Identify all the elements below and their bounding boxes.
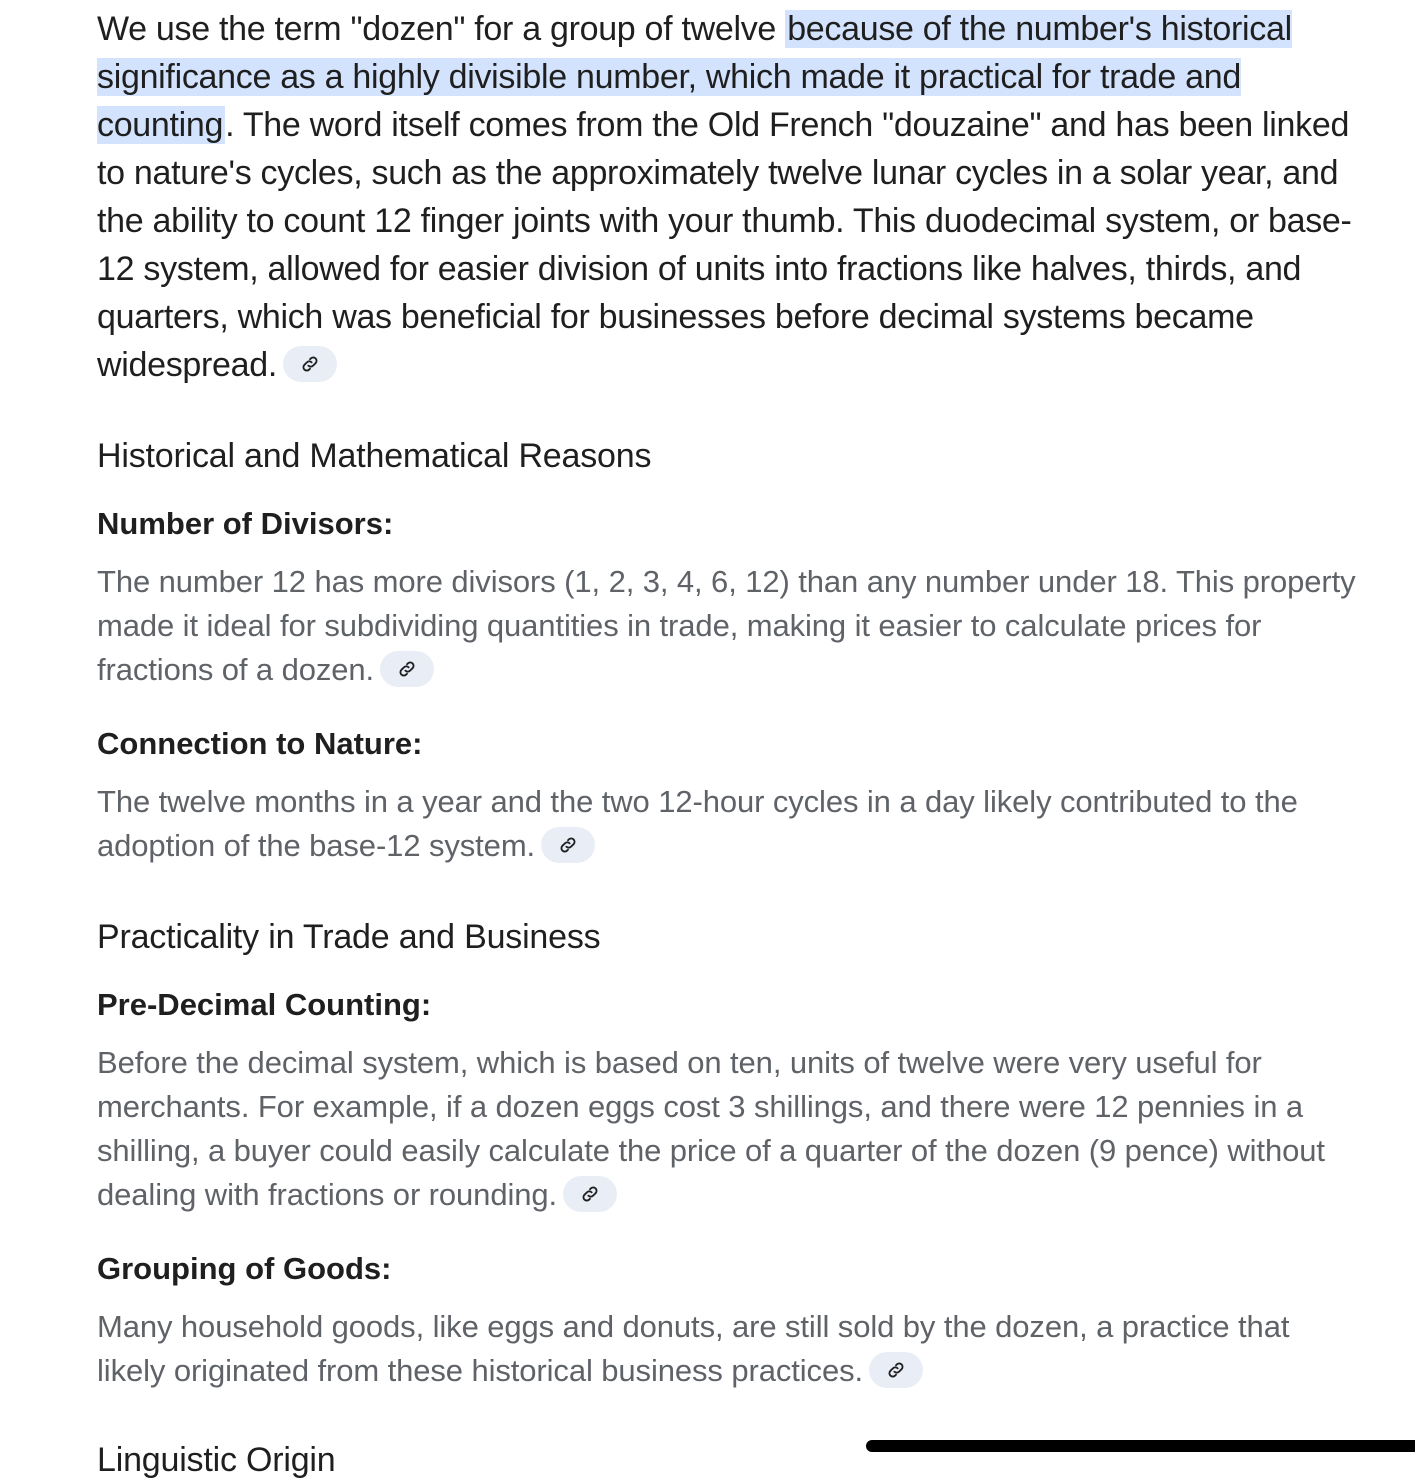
source-link-button[interactable] [869,1352,923,1388]
paragraph-grouping [97,1305,1357,1393]
source-link-button[interactable] [541,827,595,863]
source-link-button[interactable] [563,1176,617,1212]
divisors-text: The number 12 has more divisors (1, 2, 3, 4, 6, 12) than any number under 18. This property made it ideal for subdividing quantities in trade, making it easier to calculate prices for fractions of a dozen. [97,564,1356,687]
paragraph-divisors [97,560,1357,692]
intro-highlight[interactable]: because of the number's historical significance as a highly divisible number, which made it practical for trade and counting [97,10,1292,144]
intro-paragraph [97,5,1357,389]
home-indicator[interactable] [866,1440,1415,1452]
response-content [97,5,1357,1480]
section-heading-linguistic: Linguistic Origin [97,1441,336,1479]
subheading-divisors: Number of Divisors: [97,506,394,541]
paragraph-nature [97,780,1357,868]
link-icon [580,1184,600,1204]
source-link-button[interactable] [283,346,337,382]
nature-text: The twelve months in a year and the two 12-hour cycles in a day likely contributed to the adoption of the base-12 system. [97,784,1298,863]
subheading-nature: Connection to Nature: [97,726,423,761]
paragraph-predecimal [97,1041,1357,1217]
link-icon [558,835,578,855]
section-heading-practicality: Practicality in Trade and Business [97,918,601,956]
predecimal-text: Before the decimal system, which is based on ten, units of twelve were very useful for merchants. For example, if a dozen eggs cost 3 shillings, and there were 12 pennies in a shilling, a buyer could easily calculate the price of a quarter of the dozen (9 pence) without dealing with fractions or rounding. [97,1045,1325,1212]
section-heading-historical: Historical and Mathematical Reasons [97,437,652,475]
link-icon [300,354,320,374]
subheading-grouping: Grouping of Goods: [97,1251,392,1286]
intro-lead: We use the term "dozen" for a group of twelve [97,10,786,48]
intro-rest: . The word itself comes from the Old French "douzaine" and has been linked to nature's cycles, such as the approximately twelve lunar cycles in a solar year, and the ability to count 12 finger joints with your thumb. This duodecimal system, or base-12 system, allowed for easier division of units into fractions like halves, thirds, and quarters, which was beneficial for businesses before decimal systems became widespread. [97,106,1352,384]
subheading-predecimal: Pre-Decimal Counting: [97,987,432,1022]
link-icon [886,1360,906,1380]
grouping-text: Many household goods, like eggs and donuts, are still sold by the dozen, a practice that likely originated from these historical business practices. [97,1309,1290,1388]
link-icon [397,659,417,679]
source-link-button[interactable] [380,651,434,687]
